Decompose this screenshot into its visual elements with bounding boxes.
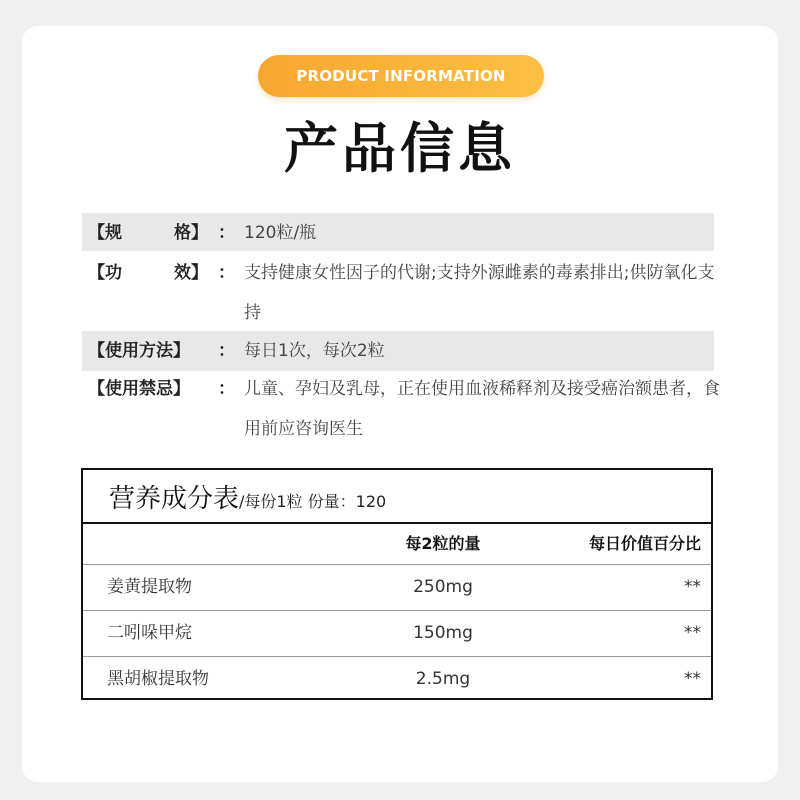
ingredient-name: 二吲哚甲烷 — [107, 623, 192, 643]
spec-row-usage — [82, 331, 714, 371]
spec-value: 每日1次，每次2粒 — [244, 341, 385, 361]
spec-value: 支持健康女性因子的代谢;支持外源雌素的毒素排出;供防氧化支持 — [244, 263, 715, 323]
spec-label: 【使用禁忌】 — [88, 379, 190, 399]
ingredient-amount: 150mg — [413, 623, 473, 643]
ingredient-amount: 250mg — [413, 577, 473, 597]
spec-value: 儿童、孕妇及乳母，正在使用血液稀释剂及接受癌治额患者，食用前应咨询医生 — [244, 379, 720, 439]
spec-colon: ： — [218, 341, 235, 361]
badge-label: PRODUCT INFORMATION — [296, 67, 506, 85]
spec-row-effect — [82, 253, 714, 331]
nutrition-table — [81, 468, 713, 700]
product-information-badge — [258, 55, 544, 97]
ingredient-amount: 2.5mg — [415, 669, 471, 689]
nutrition-header — [83, 470, 711, 524]
table-row — [83, 611, 711, 657]
spec-value: 120粒/瓶 — [244, 223, 317, 243]
table-row — [83, 565, 711, 611]
column-amount: 每2粒的量 — [405, 534, 481, 553]
ingredient-daily-value: ** — [684, 669, 701, 689]
spec-colon: ： — [218, 379, 235, 399]
ingredient-name: 姜黄提取物 — [107, 577, 192, 597]
spec-label: 【规 格】 — [88, 223, 208, 243]
spec-row-size — [82, 213, 714, 251]
nutrition-title: 营养成分表/每份1粒 份量：120 — [109, 484, 387, 514]
spec-row-contraindications — [82, 369, 720, 449]
spec-colon: ： — [218, 263, 235, 283]
column-daily-value: 每日价值百分比 — [588, 534, 701, 553]
page-title: 产品信息 — [284, 117, 516, 180]
table-row — [83, 657, 711, 702]
spec-colon: ： — [218, 223, 235, 243]
ingredient-daily-value: ** — [684, 623, 701, 643]
ingredient-name: 黑胡椒提取物 — [107, 669, 209, 689]
ingredient-daily-value: ** — [684, 577, 701, 597]
nutrition-column-headers — [83, 524, 711, 565]
spec-label: 【功 效】 — [88, 263, 208, 283]
nutrition-subtitle: /每份1粒 份量：120 — [239, 492, 387, 511]
spec-label: 【使用方法】 — [88, 341, 190, 361]
